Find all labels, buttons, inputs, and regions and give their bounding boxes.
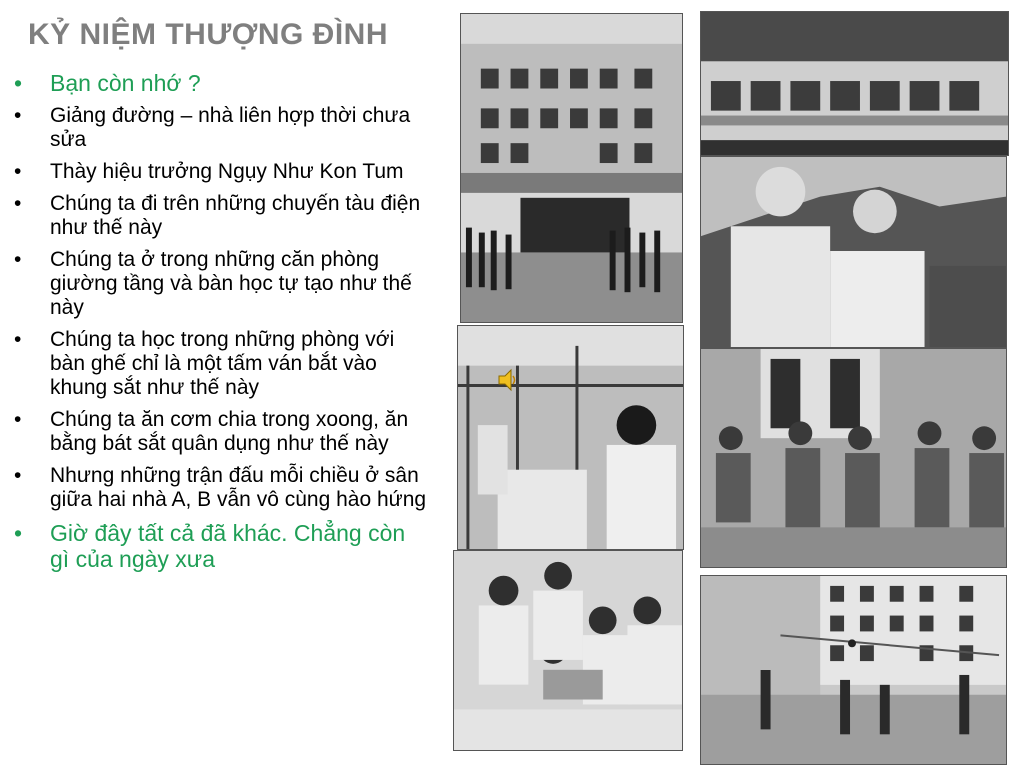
portrait-photo-icon xyxy=(701,157,1006,347)
bullet-item xyxy=(10,104,430,152)
bullet-text: Chúng ta ăn cơm chia trong xoong, ăn bằng bát sắt quân dụng như thế này xyxy=(50,408,409,455)
bullet-marker: • xyxy=(14,408,22,431)
photo-tram-car xyxy=(700,11,1009,156)
volleyball-photo-icon xyxy=(701,576,1006,764)
bullet-marker: • xyxy=(14,160,22,183)
tram-photo-icon xyxy=(701,12,1008,155)
bullet-item xyxy=(10,70,430,96)
bullet-marker: • xyxy=(14,248,22,271)
bullet-item xyxy=(10,464,430,512)
building-photo-icon xyxy=(461,14,682,322)
bullet-item xyxy=(10,408,430,456)
bullet-item xyxy=(10,328,430,400)
bullet-text: Bạn còn nhớ ? xyxy=(50,70,201,96)
photo-principal-portrait xyxy=(700,156,1007,348)
bullet-marker: • xyxy=(14,70,23,96)
bullet-text: Thày hiệu trưởng Ngụy Như Kon Tum xyxy=(50,160,404,183)
speaker-icon[interactable] xyxy=(497,368,519,392)
bullet-text: Giảng đường – nhà liên hợp thời chưa sửa xyxy=(50,104,411,151)
bullet-text: Nhưng những trận đấu mỗi chiều ở sân giữa hai nhà A, B vẫn vô cùng hào hứng xyxy=(50,464,427,511)
bullet-marker: • xyxy=(14,192,22,215)
classroom-photo-icon xyxy=(701,349,1006,567)
photo-volleyball-yard xyxy=(700,575,1007,765)
bullet-text: Chúng ta đi trên những chuyến tàu điện như thế này xyxy=(50,192,421,239)
bullet-text: Giờ đây tất cả đã khác. Chẳng còn gì của ngày xưa xyxy=(50,520,406,572)
bullet-marker: • xyxy=(14,520,23,546)
bullet-marker: • xyxy=(14,328,22,351)
dorm-photo-icon xyxy=(458,326,683,549)
bullet-item xyxy=(10,520,430,572)
meal-photo-icon xyxy=(454,551,682,750)
bullet-list xyxy=(10,70,430,580)
bullet-item xyxy=(10,248,430,320)
bullet-text: Chúng ta học trong những phòng với bàn ghế chỉ là một tấm ván bắt vào khung sắt như thế này xyxy=(50,328,395,399)
bullet-item xyxy=(10,192,430,240)
slide-title: KỶ NIỆM THƯỢNG ĐÌNH xyxy=(28,18,388,51)
photo-classroom xyxy=(700,348,1007,568)
photo-dorm-room xyxy=(457,325,684,550)
bullet-item xyxy=(10,160,430,184)
bullet-marker: • xyxy=(14,104,22,127)
photo-meal xyxy=(453,550,683,751)
bullet-marker: • xyxy=(14,464,22,487)
photo-lecture-hall-building xyxy=(460,13,683,323)
bullet-text: Chúng ta ở trong những căn phòng giường tầng và bàn học tự tạo như thế này xyxy=(50,248,412,319)
